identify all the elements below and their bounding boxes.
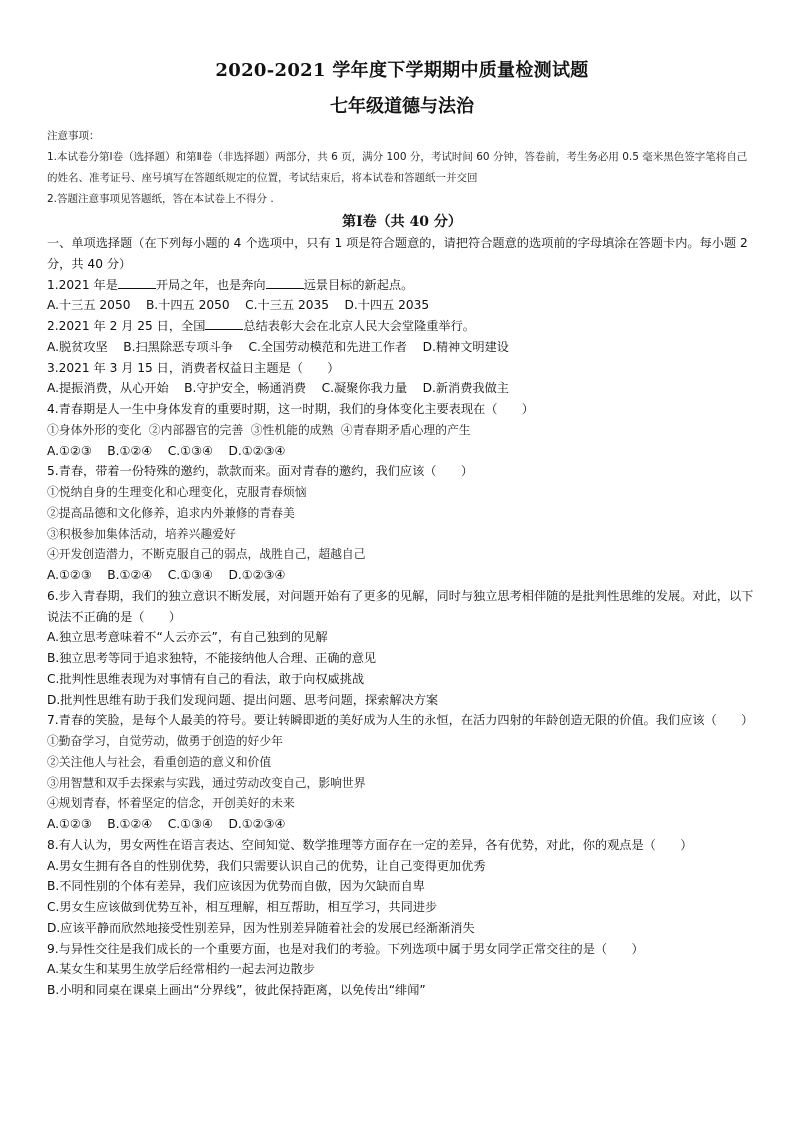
q2-blank <box>205 329 243 330</box>
question-2-stem <box>47 316 757 337</box>
question-7-stem: 7.青春的笑脸，是每个人最美的符号。要让转瞬即逝的美好成为人生的永恒，在活力四射的年龄创造无限的价值。我们应该（ ） <box>47 713 754 728</box>
question-7-choice-3: ③用智慧和双手去探索与实践，通过劳动改变自己，影响世界 <box>47 775 366 790</box>
question-5-stem: 5.青春，带着一份特殊的邀约，款款而来。面对青春的邀约，我们应该（ ） <box>47 464 474 479</box>
exam-title: 2020-2021 学年度下学期期中质量检测试题 <box>215 60 589 81</box>
question-8-stem: 8.有人认为，男女两性在语言表达、空间知觉、数学推理等方面存在一定的差异，各有优势，对此，你的观点是（ ） <box>47 837 693 852</box>
question-2-options: A.脱贫攻坚 B.扫黑除恶专项斗争 C.全国劳动模范和先进工作者 D.精神文明建设 <box>47 339 509 354</box>
q1-blank-2 <box>266 288 304 289</box>
notice-item-2: 2.答题注意事项见答题纸，答在本试卷上不得分 . <box>47 193 274 205</box>
section-intro: 一、单项选择题（在下列每小题的 4 个选项中，只有 1 项是符合题意的，请把符合题意的选项前的字母填涂在答题卡内。每小题 2 分，共 40 分） <box>47 236 748 271</box>
question-8-option-d: D.应该平静而欣然地接受性别差异，因为性别差异随着社会的发展已经渐渐消失 <box>47 920 475 935</box>
question-6-option-d: D.批判性思维有助于我们发现问题、提出问题、思考问题，探索解决方案 <box>47 692 439 707</box>
question-6-stem: 6.步入青春期，我们的独立意识不断发展，对问题开始有了更多的见解，同时与独立思考相伴随的是批判性思维的发展。对此，以下说法不正确的是（ ） <box>47 588 754 624</box>
question-5-choice-1: ①悦纳自身的生理变化和心理变化，克服青春烦恼 <box>47 485 307 499</box>
question-1-stem <box>47 275 757 296</box>
question-8-option-b: B.不同性别的个体有差异，我们应该因为优势而自傲，因为欠缺而自卑 <box>47 879 425 894</box>
question-6-option-a: A.独立思考意味着不“人云亦云”，有自己独到的见解 <box>47 630 328 645</box>
q1-stem-part-a: 1.2021 年是 <box>47 277 118 292</box>
question-7-choice-4: ④规划青春，怀着坚定的信念，开创美好的未来 <box>47 796 295 811</box>
question-5-choice-2: ②提高品德和文化修养，追求内外兼修的青春美 <box>47 505 295 520</box>
q2-stem-part-b: 总结表彰大会在北京人民大会堂隆重举行。 <box>243 319 475 333</box>
q1-stem-part-c: 远景目标的新起点。 <box>303 277 414 292</box>
question-4-choices: ①身体外形的变化 ②内部器官的完善 ③性机能的成熟 ④青春期矛盾心理的产生 <box>47 422 471 437</box>
question-5-choice-4: ④开发创造潜力，不断克服自己的弱点，战胜自己，超越自己 <box>47 547 366 562</box>
question-8-option-a: A.男女生拥有各自的性别优势，我们只需要认识自己的优势，让自己变得更加优秀 <box>47 858 486 873</box>
question-9-option-b: B.小明和同桌在课桌上画出“分界线”，彼此保持距离，以免传出“绯闻” <box>47 983 426 997</box>
question-7-options: A.①②③ B.①②④ C.①③④ D.①②③④ <box>47 817 286 831</box>
exam-subtitle: 七年级道德与法治 <box>330 96 474 117</box>
question-6-option-b: B.独立思考等同于追求独特，不能接纳他人合理、正确的意见 <box>47 651 377 665</box>
question-7-choice-2: ②关注他人与社会，看重创造的意义和价值 <box>47 754 272 769</box>
question-3-stem: 3.2021 年 3 月 15 日，消费者权益日主题是（ ） <box>47 360 340 375</box>
q1-blank-1 <box>118 288 156 289</box>
notice-heading: 注意事项： <box>47 130 100 142</box>
question-5-choice-3: ③积极参加集体活动，培养兴趣爱好 <box>47 526 236 541</box>
question-9-stem: 9.与异性交往是我们成长的一个重要方面，也是对我们的考验。下列选项中属于男女同学正常交往的是（ ） <box>47 941 644 956</box>
exam-page <box>47 60 757 1001</box>
question-8-option-c: C.男女生应该做到优势互补，相互理解，相互帮助，相互学习，共同进步 <box>47 900 438 914</box>
q1-stem-part-b: 开局之年，也是奔向 <box>155 277 266 292</box>
notice-block <box>47 126 757 210</box>
question-6-option-c: C.批判性思维表现为对事情有自己的看法，敢于向权威挑战 <box>47 671 365 686</box>
question-5-options: A.①②③ B.①②④ C.①③④ D.①②③④ <box>47 568 286 582</box>
question-4-stem: 4.青春期是人一生中身体发育的重要时期，这一时期，我们的身体变化主要表现在（ ） <box>47 402 534 416</box>
q2-stem-part-a: 2.2021 年 2 月 25 日，全国 <box>47 319 206 333</box>
question-4-options: A.①②③ B.①②④ C.①③④ D.①②③④ <box>47 443 286 458</box>
section-heading: 第Ⅰ卷（共 40 分） <box>342 214 462 230</box>
notice-item-1: 1.本试卷分第Ⅰ卷（选择题）和第Ⅱ卷（非选择题）两部分，共 6 页，满分 100 分，考试时间 60 分钟，答卷前，考生务必用 0.5 毫米黑色签字笔将自己的姓名、准考证号、座号填写在答题纸规定的位置，考试结束后，将本试卷和答题纸一并交回 <box>47 151 748 184</box>
question-1-options: A.十三五 2050 B.十四五 2050 C.十三五 2035 D.十四五 2035 <box>47 298 430 313</box>
question-7-choice-1: ①勤奋学习，自觉劳动，做勇于创造的好少年 <box>47 734 283 748</box>
question-3-options: A.提振消费，从心开始 B.守护安全，畅通消费 C.凝聚你我力量 D.新消费我做主 <box>47 381 509 396</box>
question-9-option-a: A.某女生和某男生放学后经常相约一起去河边散步 <box>47 962 315 977</box>
